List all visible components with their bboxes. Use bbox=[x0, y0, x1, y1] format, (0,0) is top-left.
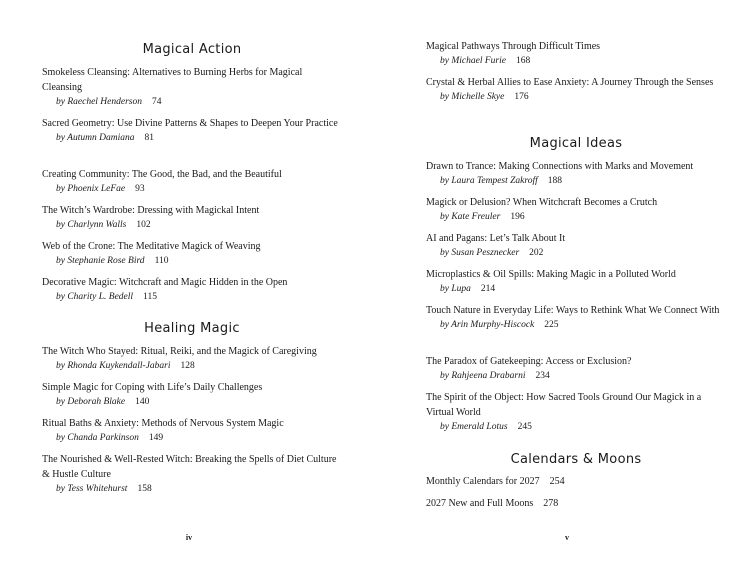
entry-author: Stephanie Rose Bird bbox=[67, 256, 145, 266]
entry-page-number: 140 bbox=[135, 397, 150, 407]
toc-entry[interactable] bbox=[426, 303, 726, 333]
entry-title: Ritual Baths & Anxiety: Methods of Nervous System Magic bbox=[42, 418, 284, 429]
entry-byline: by Charlynn Walls 102 bbox=[56, 220, 151, 230]
toc-entry[interactable] bbox=[42, 275, 342, 305]
entry-title: Sacred Geometry: Use Divine Patterns & Shapes to Deepen Your Practice bbox=[42, 118, 338, 129]
entry-title: Simple Magic for Coping with Life’s Daily Challenges bbox=[42, 382, 263, 393]
entry-byline: by Rahjeena Drabarni 234 bbox=[440, 371, 550, 381]
entry-page-number: 149 bbox=[148, 433, 164, 443]
entry-author: Emerald Lotus bbox=[451, 422, 508, 432]
entry-byline: by Raechel Henderson 74 bbox=[56, 97, 162, 107]
entry-byline: by Emerald Lotus 245 bbox=[440, 422, 532, 432]
toc-entry[interactable] bbox=[426, 474, 726, 489]
entry-byline: by Arin Murphy-Hiscock 225 bbox=[440, 320, 559, 330]
entry-title: 2027 New and Full Moons 278 bbox=[426, 498, 559, 509]
entry-title: Creating Community: The Good, the Bad, and the Beautiful bbox=[42, 169, 282, 180]
toc-entry[interactable] bbox=[426, 159, 726, 189]
entry-byline: by Kate Freuler 196 bbox=[440, 212, 525, 222]
toc-entry[interactable] bbox=[42, 116, 342, 146]
entry-author: Michael Furie bbox=[451, 56, 506, 66]
section-heading-magical-ideas: Magical Ideas bbox=[529, 136, 623, 151]
entry-page-number: 234 bbox=[535, 371, 550, 381]
entry-author: Deborah Blake bbox=[67, 397, 126, 407]
entry-byline: by Tess Whitehurst 158 bbox=[56, 484, 152, 494]
entry-byline: by Michelle Skye 176 bbox=[440, 92, 529, 102]
page-folio: iv bbox=[185, 533, 193, 542]
toc-entry[interactable] bbox=[42, 452, 342, 497]
toc-entry[interactable] bbox=[42, 167, 342, 197]
entry-author: Autumn Damiana bbox=[67, 133, 135, 143]
entry-title: Monthly Calendars for 2027 254 bbox=[426, 476, 565, 487]
entry-byline: by Lupa 214 bbox=[440, 284, 496, 294]
entry-byline: by Rhonda Kuykendall-Jabari 128 bbox=[56, 361, 195, 371]
toc-entry[interactable] bbox=[426, 231, 726, 261]
toc-entry[interactable] bbox=[42, 380, 342, 410]
right-page bbox=[378, 0, 756, 576]
entry-page-number: 214 bbox=[480, 284, 496, 294]
entry-page-number: 245 bbox=[517, 422, 532, 432]
entry-page-number: 102 bbox=[136, 220, 151, 230]
entry-title: AI and Pagans: Let’s Talk About It bbox=[426, 233, 566, 244]
entry-byline: by Michael Furie 168 bbox=[440, 56, 531, 66]
entry-author: Lupa bbox=[451, 284, 471, 294]
entry-author: Rahjeena Drabarni bbox=[451, 371, 526, 381]
entry-page-number: 115 bbox=[143, 292, 157, 302]
toc-entry[interactable] bbox=[426, 195, 726, 225]
entry-byline: by Autumn Damiana 81 bbox=[56, 133, 154, 143]
entry-byline: by Stephanie Rose Bird 110 bbox=[56, 256, 169, 266]
entry-title: The Witch’s Wardrobe: Dressing with Magickal Intent bbox=[42, 205, 260, 216]
entry-title: Web of the Crone: The Meditative Magick of Weaving bbox=[42, 241, 261, 252]
entry-page-number: 81 bbox=[144, 133, 154, 143]
toc-entry[interactable] bbox=[42, 239, 342, 269]
section-heading-magical-action: Magical Action bbox=[142, 42, 242, 57]
entry-page-number: 110 bbox=[154, 256, 169, 266]
entry-author: Kate Freuler bbox=[451, 212, 501, 222]
entry-title: Magical Pathways Through Difficult Times bbox=[426, 41, 601, 52]
entry-title: Touch Nature in Everyday Life: Ways to Rethink What We Connect With bbox=[426, 305, 720, 316]
toc-entry[interactable] bbox=[426, 39, 726, 69]
entry-page-number: 254 bbox=[549, 476, 565, 487]
entry-page-number: 158 bbox=[137, 484, 152, 494]
entry-title: The Witch Who Stayed: Ritual, Reiki, and the Magick of Caregiving bbox=[42, 346, 317, 357]
entry-author: Laura Tempest Zakroff bbox=[451, 176, 538, 186]
entry-author: Raechel Henderson bbox=[67, 97, 142, 107]
entry-byline: by Laura Tempest Zakroff 188 bbox=[440, 176, 562, 186]
entry-author: Rhonda Kuykendall-Jabari bbox=[67, 361, 171, 371]
toc-entry[interactable] bbox=[426, 496, 726, 511]
entry-title: Crystal & Herbal Allies to Ease Anxiety: A Journey Through the Senses bbox=[426, 77, 714, 88]
toc-entry[interactable] bbox=[426, 390, 726, 435]
entry-byline: by Charity L. Bedell 115 bbox=[56, 292, 157, 302]
entry-title: Microplastics & Oil Spills: Making Magic in a Polluted World bbox=[426, 269, 676, 280]
entry-page-number: 74 bbox=[152, 97, 162, 107]
entry-page-number: 225 bbox=[544, 320, 559, 330]
section-heading-calendars-moons: Calendars & Moons bbox=[510, 452, 642, 467]
entry-author: Charity L. Bedell bbox=[67, 292, 134, 302]
section-heading-healing-magic: Healing Magic bbox=[144, 321, 240, 336]
entry-title: Smokeless Cleansing: Alternatives to Burning Herbs for Magical Cleansing bbox=[42, 67, 303, 93]
entry-page-number: 188 bbox=[547, 176, 562, 186]
entry-page-number: 278 bbox=[543, 498, 559, 509]
entry-page-number: 176 bbox=[514, 92, 529, 102]
entry-author: Michelle Skye bbox=[451, 92, 505, 102]
entry-title: Drawn to Trance: Making Connections with Marks and Movement bbox=[426, 161, 694, 172]
toc-entry[interactable] bbox=[42, 416, 342, 446]
entry-byline: by Chanda Parkinson 149 bbox=[56, 433, 164, 443]
entry-byline: by Susan Pesznecker 202 bbox=[440, 248, 544, 258]
entry-author: Chanda Parkinson bbox=[67, 433, 139, 443]
entry-title: Magick or Delusion? When Witchcraft Becomes a Crutch bbox=[426, 197, 658, 208]
toc-entry[interactable] bbox=[426, 354, 726, 384]
entry-page-number: 168 bbox=[515, 56, 531, 66]
entry-page-number: 93 bbox=[135, 184, 145, 194]
toc-entry[interactable] bbox=[42, 65, 342, 110]
entry-author: Phoenix LeFae bbox=[67, 184, 126, 194]
entry-author: Charlynn Walls bbox=[67, 220, 127, 230]
entry-page-number: 128 bbox=[180, 361, 195, 371]
entry-author: Arin Murphy-Hiscock bbox=[451, 320, 535, 330]
entry-title: Decorative Magic: Witchcraft and Magic Hidden in the Open bbox=[42, 277, 288, 288]
entry-title: The Nourished & Well-Rested Witch: Breaking the Spells of Diet Culture & Hustle Culture bbox=[42, 454, 337, 480]
entry-byline: by Deborah Blake 140 bbox=[56, 397, 150, 407]
toc-entry[interactable] bbox=[426, 267, 726, 297]
toc-entry[interactable] bbox=[42, 344, 342, 374]
entry-title: The Spirit of the Object: How Sacred Tools Ground Our Magick in a Virtual World bbox=[426, 392, 702, 418]
toc-entry[interactable] bbox=[42, 203, 342, 233]
entry-author: Susan Pesznecker bbox=[451, 248, 520, 258]
entry-author: Tess Whitehurst bbox=[67, 484, 128, 494]
entry-title: The Paradox of Gatekeeping: Access or Exclusion? bbox=[426, 356, 632, 367]
entry-page-number: 202 bbox=[529, 248, 544, 258]
entry-byline: by Phoenix LeFae 93 bbox=[56, 184, 145, 194]
toc-entry[interactable] bbox=[426, 75, 726, 105]
page-folio: v bbox=[565, 533, 569, 542]
entry-page-number: 196 bbox=[510, 212, 525, 222]
